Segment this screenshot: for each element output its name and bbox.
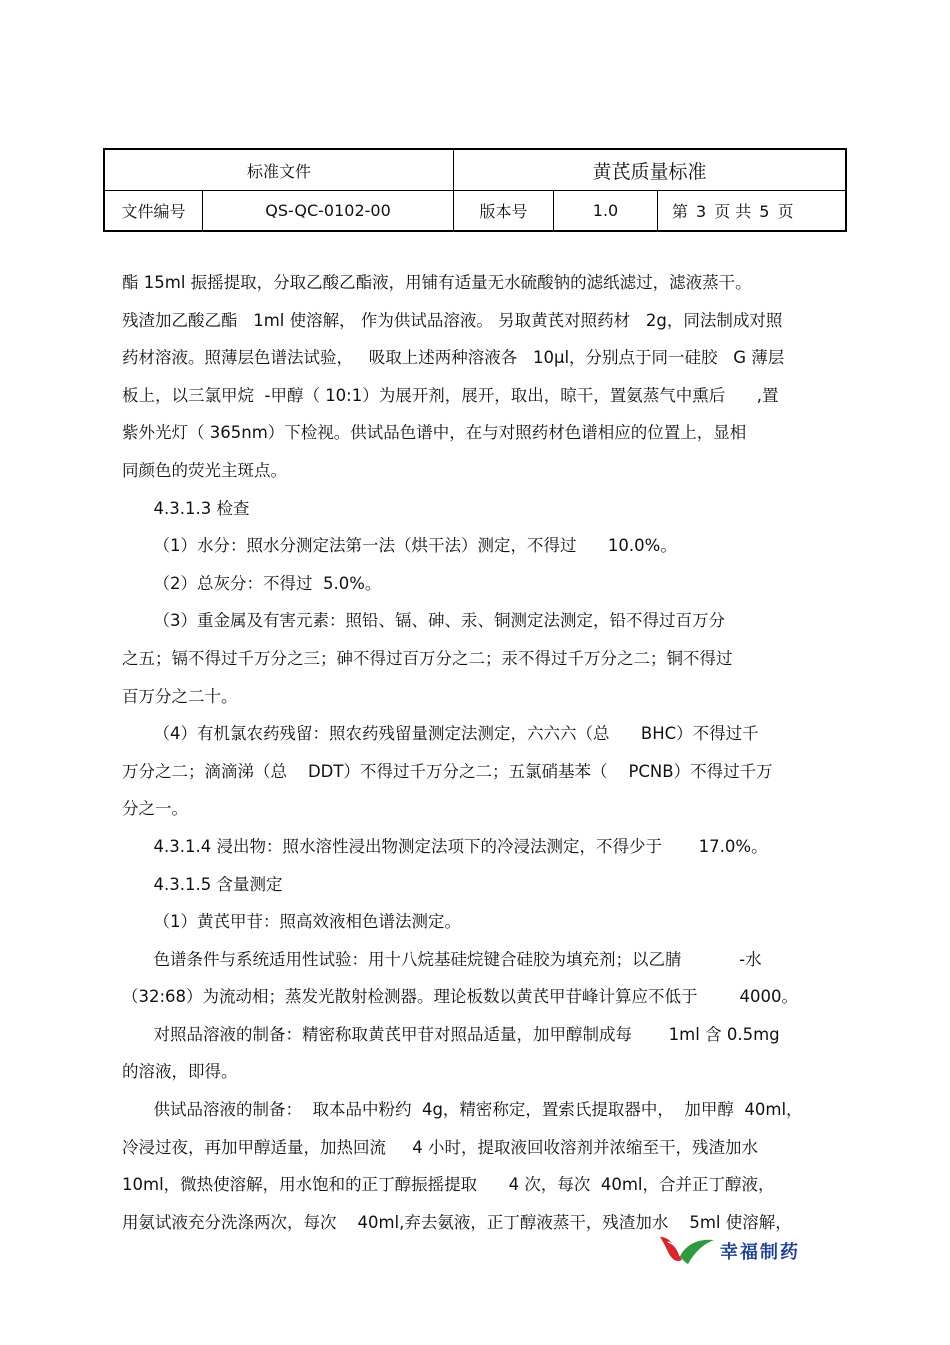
body-line: 药材溶液。照薄层色谱法试验， 吸取上述两种溶液各 10μl，分别点于同一硅胶 G 薄层	[122, 348, 785, 368]
body-line: 酯 15ml 振摇提取，分取乙酸乙酯液，用铺有适量无水硫酸钠的滤纸滤过，滤液蒸干。	[122, 273, 752, 292]
body-line: 万分之二；滴滴涕（总 DDT）不得过千万分之二；五氯硝基苯（ PCNB）不得过千万	[122, 761, 773, 781]
version-value: 1.0	[554, 191, 658, 232]
body-line: 用氨试液充分洗涤两次，每次 40ml,弃去氨液，正丁醇液蒸干，残渣加水 5ml 使溶解，	[122, 1212, 792, 1232]
body-line: （4）有机氯农药残留：照农药残留量测定法测定，六六六（总 BHC）不得过千	[122, 724, 759, 744]
body-line: （32:68）为流动相；蒸发光散射检测器。理论板数以黄芪甲苷峰计算应不低于 4000。	[122, 987, 799, 1007]
body-line: （3）重金属及有害元素：照铅、镉、砷、汞、铜测定法测定，铅不得过百万分	[122, 611, 725, 631]
doc-number-label: 文件编号	[104, 191, 203, 232]
body-line: 之五；镉不得过千万分之三；砷不得过百万分之二；汞不得过千万分之二；铜不得过	[122, 648, 733, 668]
body-line: （2）总灰分：不得过 5.0%。	[122, 573, 382, 593]
doc-title: 黄芪质量标准	[454, 149, 847, 191]
body-line: 同颜色的荧光主斑点。	[122, 460, 287, 480]
document-body	[122, 264, 832, 1241]
body-line: （1）黄芪甲苷：照高效液相色谱法测定。	[122, 912, 461, 932]
section-heading: 4.3.1.4 浸出物：照水溶性浸出物测定法项下的冷浸法测定，不得少于 17.0%。	[122, 836, 768, 856]
version-label: 版本号	[454, 191, 554, 232]
page-current: 3	[696, 202, 707, 221]
doc-number: QS-QC-0102-00	[203, 191, 454, 232]
page-prefix: 第	[672, 202, 689, 221]
logo-text: 幸福制药	[720, 1242, 800, 1263]
body-line: 板上，以三氯甲烷 -甲醇（ 10:1）为展开剂，展开，取出，晾干，置氨蒸气中熏后 ,置	[122, 385, 779, 405]
section-heading: 4.3.1.5 含量测定	[122, 874, 283, 894]
body-line: 的溶液，即得。	[122, 1062, 238, 1082]
body-line: 供试品溶液的制备： 取本品中粉约 4g，精密称定，置索氏提取器中， 加甲醇 40ml，	[122, 1100, 803, 1120]
doc-type-label: 标准文件	[104, 149, 454, 191]
section-heading: 4.3.1.3 检查	[122, 498, 250, 518]
page-suffix: 页	[777, 202, 794, 221]
body-line: 百万分之二十。	[122, 686, 238, 706]
page-mid: 页 共	[714, 202, 752, 221]
body-line: 对照品溶液的制备：精密称取黄芪甲苷对照品适量，加甲醇制成每 1ml 含 0.5mg	[122, 1024, 780, 1044]
body-line: （1）水分：照水分测定法第一法（烘干法）测定，不得过 10.0%。	[122, 536, 677, 556]
logo-mark-icon	[658, 1234, 718, 1268]
body-line: 冷浸过夜，再加甲醇适量，加热回流 4 小时，提取液回收溶剂并浓缩至干，残渣加水	[122, 1137, 758, 1157]
header-table	[103, 148, 847, 232]
body-line: 色谱条件与系统适用性试验：用十八烷基硅烷键合硅胶为填充剂；以乙腈 -水	[122, 949, 762, 969]
body-line: 分之一。	[122, 799, 188, 819]
body-line: 10ml，微热使溶解，用水饱和的正丁醇振摇提取 4 次，每次 40ml，合并正丁醇液，	[122, 1175, 775, 1195]
body-line: 残渣加乙酸乙酯 1ml 使溶解， 作为供试品溶液。 另取黄芪对照药材 2g，同法制成对照	[122, 310, 783, 330]
company-logo	[658, 1232, 808, 1270]
page-total: 5	[759, 202, 770, 221]
body-line: 紫外光灯（ 365nm）下检视。供试品色谱中，在与对照药材色谱相应的位置上，显相	[122, 423, 747, 443]
page-indicator	[658, 191, 847, 232]
